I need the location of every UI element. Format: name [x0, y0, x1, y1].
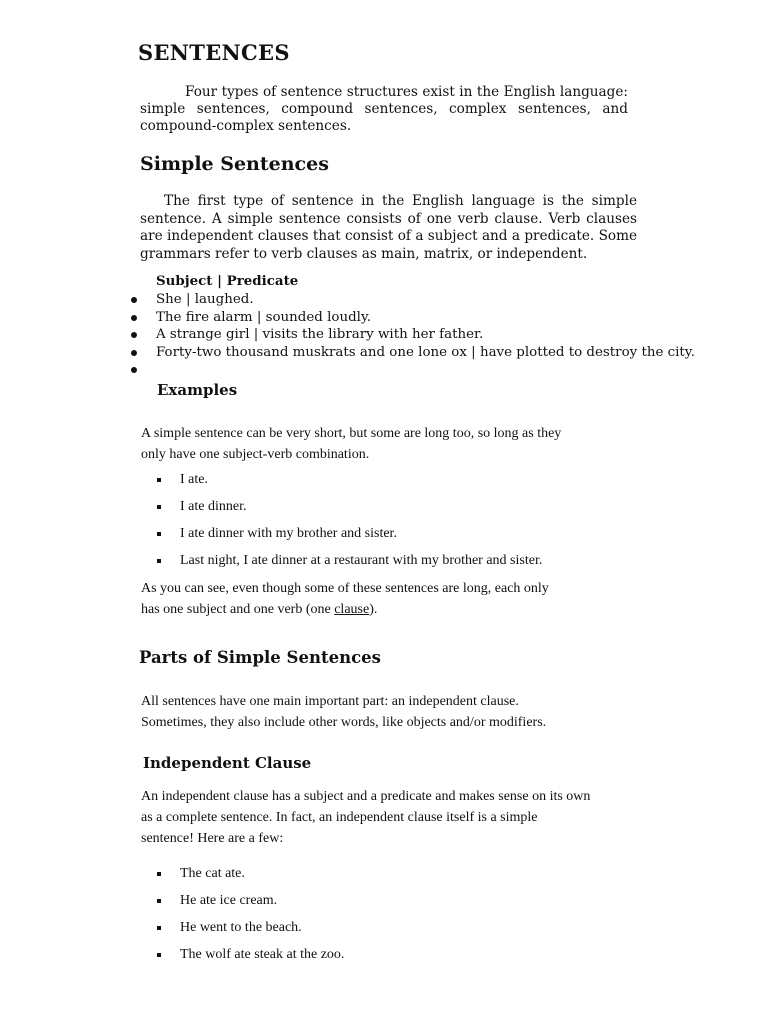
- list-item-text: Last night, I ate dinner at a restaurant with my brother and sister.: [180, 553, 543, 568]
- square-bullet-icon: [157, 872, 161, 876]
- document-title: SENTENCES: [138, 40, 290, 65]
- subject-predicate-list: [131, 291, 695, 379]
- examples-list: [157, 470, 542, 578]
- list-item: [131, 326, 695, 344]
- list-item-text: I ate.: [180, 472, 208, 487]
- bullet-icon: [131, 332, 137, 338]
- list-item: [157, 524, 542, 551]
- list-item-text: He ate ice cream.: [180, 893, 278, 908]
- list-item: [157, 551, 542, 578]
- list-item: [157, 470, 542, 497]
- parts-heading: Parts of Simple Sentences: [139, 648, 381, 667]
- conclusion-text: has one subject and one verb (one: [141, 602, 335, 617]
- list-item: [157, 497, 542, 524]
- simple-sentences-paragraph: [140, 193, 637, 263]
- square-bullet-icon: [157, 953, 161, 957]
- bullet-icon: [131, 315, 137, 321]
- examples-line-1: A simple sentence can be very short, but some are long too, so long as they: [141, 426, 562, 441]
- square-bullet-icon: [157, 559, 161, 563]
- bullet-icon: [131, 367, 137, 373]
- independent-clause-heading: Independent Clause: [143, 754, 312, 772]
- list-item-text: I ate dinner.: [180, 499, 247, 514]
- list-item: [131, 291, 695, 309]
- list-item-text: The cat ate.: [180, 866, 245, 881]
- clause-link[interactable]: clause: [334, 602, 370, 617]
- examples-heading: Examples: [157, 381, 238, 399]
- examples-line-2: only have one subject-verb combination.: [141, 447, 370, 462]
- list-item: [157, 891, 344, 918]
- list-item: [157, 864, 344, 891]
- list-item: [131, 344, 695, 362]
- list-item: [157, 945, 344, 972]
- bullet-icon: [131, 297, 137, 303]
- list-item-text: A strange girl | visits the library with her father.: [156, 327, 484, 342]
- square-bullet-icon: [157, 505, 161, 509]
- square-bullet-icon: [157, 899, 161, 903]
- intro-text: Four types of sentence structures exist in the English language: simple sentences, compound sentences, complex sentences, and compound-complex sentences.: [140, 84, 628, 134]
- ic-line-2: as a complete sentence. In fact, an independent clause itself is a simple: [141, 810, 538, 825]
- parts-paragraph: [141, 691, 546, 733]
- intro-paragraph: [140, 84, 628, 135]
- ic-line-1: An independent clause has a subject and a predicate and makes sense on its own: [141, 789, 591, 804]
- list-item-text: She | laughed.: [156, 292, 254, 307]
- list-item-text: The wolf ate steak at the zoo.: [180, 947, 345, 962]
- list-item-text: Forty-two thousand muskrats and one lone ox | have plotted to destroy the city.: [156, 344, 695, 360]
- list-item-text: The fire alarm | sounded loudly.: [156, 309, 371, 325]
- square-bullet-icon: [157, 478, 161, 482]
- examples-paragraph: [141, 423, 561, 465]
- simple-sentences-text: The first type of sentence in the English language is the simple sentence. A simple sentence consists of one verb clause. Verb clauses are independent clauses that consist of a subject and a predicate. Some grammars refer to verb clauses as main, matrix, or independent.: [140, 193, 637, 262]
- square-bullet-icon: [157, 532, 161, 536]
- conclusion-line-1: As you can see, even though some of these sentences are long, each only: [141, 581, 549, 596]
- list-item: [131, 361, 695, 379]
- examples-conclusion: [141, 578, 549, 620]
- list-item: [131, 309, 695, 327]
- conclusion-end: ).: [369, 602, 378, 617]
- parts-line-1: All sentences have one main important part: an independent clause.: [141, 694, 519, 709]
- independent-clause-list: [157, 864, 344, 972]
- ic-line-3: sentence! Here are a few:: [141, 831, 284, 846]
- parts-line-2: Sometimes, they also include other words, like objects and/or modifiers.: [141, 715, 547, 730]
- list-item: [157, 918, 344, 945]
- conclusion-line-2: [141, 599, 549, 620]
- square-bullet-icon: [157, 926, 161, 930]
- simple-sentences-heading: Simple Sentences: [140, 153, 329, 175]
- subject-predicate-header: Subject | Predicate: [156, 273, 299, 289]
- list-item-text: He went to the beach.: [180, 920, 302, 935]
- independent-clause-paragraph: [141, 786, 590, 849]
- bullet-icon: [131, 350, 137, 356]
- list-item-text: I ate dinner with my brother and sister.: [180, 526, 397, 541]
